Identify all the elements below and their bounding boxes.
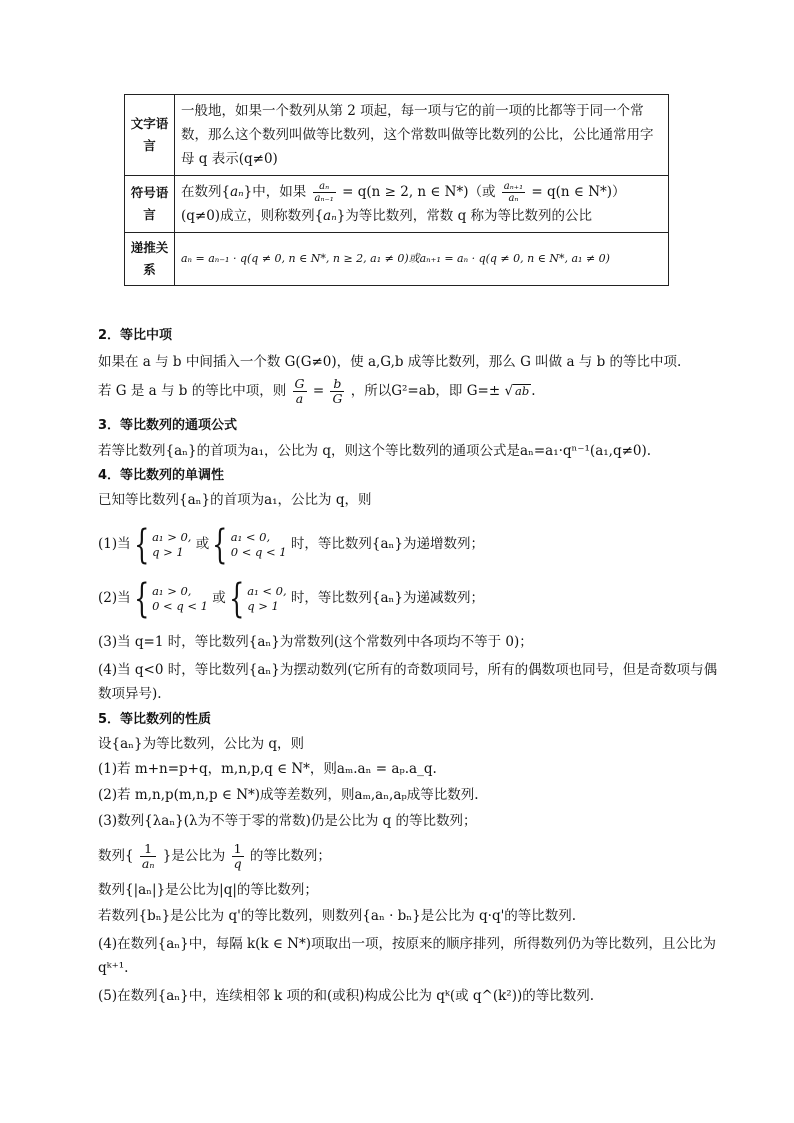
text: = q(n ≥ 2, n ∈ N*)（或	[342, 184, 496, 200]
text: 数列{	[98, 848, 134, 864]
property-3d: 若数列{bₙ}是公比为 q'的等比数列，则数列{aₙ · bₙ}是公比为 q·q'的等比数列.	[98, 908, 577, 924]
fraction	[293, 377, 307, 406]
denominator: aₙ	[508, 193, 519, 204]
fraction	[330, 377, 344, 406]
denominator: G	[332, 391, 343, 406]
section-title: 5．等比数列的性质	[98, 712, 212, 727]
fraction	[502, 181, 525, 204]
text: aₙ	[323, 208, 337, 224]
text: 的等比数列；	[249, 848, 331, 864]
paragraph: 如果在 a 与 b 中间插入一个数 G(G≠0)，使 a,G,b 成等比数列，那么 G 叫做 a 与 b 的等比中项.	[98, 354, 682, 370]
text: }为等比数列，常数 q 称为等比数列的公比	[336, 208, 593, 224]
left-brace-icon: {	[228, 575, 245, 622]
property-4-cont: qᵏ⁺¹.	[98, 960, 129, 976]
property-2: (2)若 m,n,p(m,n,p ∈ N*)成等差数列，则aₘ,aₙ,aₚ成等比数列.	[98, 787, 479, 803]
system-line: q > 1	[152, 544, 184, 559]
system-line: q > 1	[247, 598, 279, 613]
numerator: 1	[232, 842, 244, 857]
condition-2	[98, 576, 484, 620]
paragraph	[98, 376, 536, 406]
property-3: (3)数列{λaₙ}(λ为不等于零的常数)仍是公比为 q 的等比数列；	[98, 813, 477, 829]
row-head-symbol-language	[125, 176, 175, 233]
text: aₙ	[230, 184, 244, 200]
system-line: a₁ > 0,	[152, 529, 192, 544]
condition-4: (4)当 q<0 时，等比数列{aₙ}为摆动数列(它所有的奇数项同号，所有的偶数项也同号，但是奇数项与偶	[98, 662, 718, 678]
text: .	[531, 383, 536, 399]
system	[152, 530, 191, 560]
left-brace-icon: {	[133, 521, 149, 568]
text: (1)当	[98, 536, 131, 552]
condition-4-cont: 数项异号).	[98, 686, 162, 702]
row-head-label: 递推关系	[130, 240, 169, 277]
text: 若 G 是 a 与 b 的等比中项，则	[98, 383, 287, 399]
text: =	[312, 383, 325, 399]
definition-table	[124, 94, 669, 286]
property-3c: 数列{|aₙ|}是公比为|q|的等比数列；	[98, 882, 318, 898]
numerator: b	[330, 377, 344, 392]
table-row	[125, 176, 669, 233]
property-1: (1)若 m+n=p+q，m,n,p,q ∈ N*，则aₘ.aₙ = aₚ.a_q.	[98, 761, 437, 777]
text: = q(n ∈ N*)）(q≠0)成立，则称数列{	[181, 184, 626, 224]
numerator: aₙ	[313, 181, 336, 193]
row-head-recurrence	[125, 233, 175, 286]
sqrt-icon: √	[504, 383, 514, 399]
paragraph: 若等比数列{aₙ}的首项为a₁，公比为 q，则这个等比数列的通项公式是aₙ=a₁·qⁿ⁻¹(a₁,q≠0).	[98, 443, 652, 459]
text: }中，如果	[243, 184, 307, 200]
section-title: 2．等比中项	[98, 328, 173, 343]
numerator: G	[294, 376, 305, 391]
fraction	[232, 842, 244, 871]
system	[152, 584, 208, 614]
system-line: a₁ < 0,	[230, 529, 271, 544]
section-title: 3．等比数列的通项公式	[98, 418, 238, 433]
property-3b	[98, 840, 331, 872]
denominator: aₙ	[141, 856, 155, 871]
condition-1	[98, 522, 484, 566]
paragraph: 设{aₙ}为等比数列，公比为 q，则	[98, 736, 304, 752]
row-content-text-language: 一般地，如果一个数列从第 2 项起，每一项与它的前一项的比都等于同一个常数，那么这个数列叫做等比数列，这个常数叫做等比数列的公比，公比通常用字母 q 表示(q≠0)	[175, 95, 669, 176]
row-head-label: 文字语言	[130, 116, 169, 153]
system-line: a₁ < 0,	[247, 583, 287, 598]
table-row	[125, 233, 669, 286]
system-line: 0 < q < 1	[230, 544, 287, 559]
system-line: 0 < q < 1	[152, 598, 208, 613]
fraction	[313, 181, 336, 204]
denominator: q	[233, 856, 242, 871]
text: 或	[195, 536, 210, 552]
left-brace-icon: {	[212, 521, 228, 568]
denominator: a	[295, 391, 304, 406]
text: (2)当	[98, 590, 131, 606]
row-head-text-language	[125, 95, 175, 176]
text: ，所以G²=ab，即 G=±	[350, 383, 501, 399]
numerator: 1	[140, 842, 157, 857]
left-brace-icon: {	[133, 575, 149, 622]
property-4: (4)在数列{aₙ}中，每隔 k(k ∈ N*)项取出一项，按原来的顺序排列，所得数列仍为等比数列，且公比为	[98, 936, 717, 952]
text: 或	[212, 590, 226, 606]
text: }是公比为	[162, 848, 226, 864]
table-row	[125, 95, 669, 176]
radicand: ab	[515, 384, 530, 398]
row-content-symbol-language	[175, 176, 669, 233]
text: 时，等比数列{aₙ}为递减数列；	[290, 590, 484, 606]
section-title: 4．等比数列的单调性	[98, 468, 225, 483]
system	[231, 530, 287, 560]
text: 在数列{	[181, 184, 231, 200]
row-content-recurrence: aₙ = aₙ₋₁ · q(q ≠ 0, n ∈ N*, n ≥ 2, a₁ ≠ 0)或aₙ₊₁ = aₙ · q(q ≠ 0, n ∈ N*, a₁ ≠ 0)	[175, 233, 669, 286]
condition-3: (3)当 q=1 时，等比数列{aₙ}为常数列(这个常数列中各项均不等于 0)；	[98, 634, 533, 650]
numerator: aₙ₊₁	[503, 181, 524, 192]
system	[247, 584, 286, 614]
text: 时，等比数列{aₙ}为递增数列；	[290, 536, 484, 552]
row-head-label: 符号语言	[130, 185, 169, 222]
denominator: aₙ₋₁	[314, 193, 334, 204]
fraction	[140, 842, 157, 871]
paragraph: 已知等比数列{aₙ}的首项为a₁，公比为 q，则	[98, 492, 372, 508]
property-5: (5)在数列{aₙ}中，连续相邻 k 项的和(或积)构成公比为 qᵏ(或 q^(k²))的等比数列.	[98, 988, 595, 1004]
system-line: a₁ > 0,	[152, 583, 192, 598]
